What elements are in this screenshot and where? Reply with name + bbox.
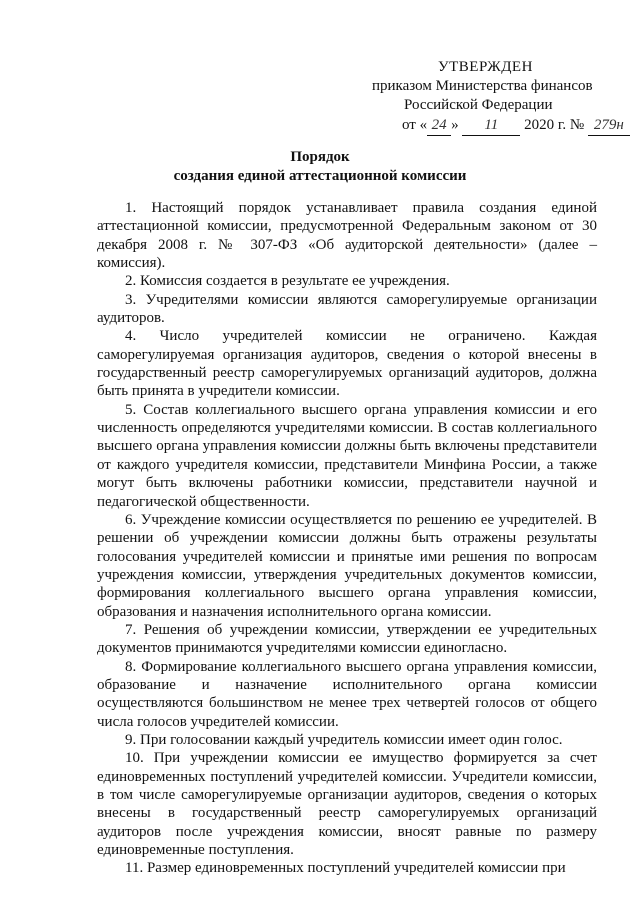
paragraph-10: 10. При учреждении комиссии ее имущество формируется за счет единовременных поступлений учредителей комиссии. Учредители комиссии, в том числе саморегулируемые организации аудиторов, сведения о которых внесены в государственный реестр саморегулируемых организаций аудиторов после учреждения комиссии, вносят равные по размеру единовременные поступления. xyxy=(97,750,597,859)
paragraph-4: 4. Число учредителей комиссии не ограничено. Каждая саморегулируемая организация аудиторов, сведения о которой внесены в государственный реестр саморегулируемых организаций аудиторов, должна быть принята в учредители комиссии. xyxy=(97,328,597,400)
document-body xyxy=(97,199,597,877)
paragraph-2: 2. Комиссия создается в результате ее учреждения. xyxy=(125,273,450,290)
paragraph-5: 5. Состав коллегиального высшего органа управления комиссии и его численность определяются учредителями комиссии. В состав коллегиального высшего органа управления комиссии должны быть включены представители от каждого учредителя комиссии, представители Минфина России, а также могут быть включены работники комиссии, представители научной и педагогической общественности. xyxy=(97,401,597,510)
approval-line-country: Российской Федерации xyxy=(404,97,553,113)
paragraph-7: 7. Решения об учреждении комиссии, утверждении ее учредительных документов принимаются учредителями комиссии единогласно. xyxy=(97,621,597,657)
date-year: 2020 г. № xyxy=(524,117,585,133)
paragraph-8: 8. Формирование коллегиального высшего органа управления комиссии, образование и назначение исполнительного органа комиссии осуществляются большинством не менее трех четвертей голосов от общего числа голосов учредителей комиссии. xyxy=(97,658,597,730)
paragraph-1: 1. Настоящий порядок устанавливает правила создания единой аттестационной комиссии, предусмотренной Федеральным законом от 30 декабря 2008 г. № 307-ФЗ «Об аудиторской деятельности» (далее – комиссия). xyxy=(97,200,597,272)
document-title: Порядок xyxy=(290,149,350,165)
order-number: 279н xyxy=(588,116,630,136)
date-mid: » xyxy=(451,117,459,133)
approval-date-line xyxy=(402,116,630,136)
date-month: 11 xyxy=(462,116,520,136)
paragraph-9: 9. При голосовании каждый учредитель комиссии имеет один голос. xyxy=(125,731,563,748)
paragraph-11: 11. Размер единовременных поступлений учредителей комиссии при xyxy=(125,860,566,877)
paragraph-3: 3. Учредителями комиссии являются саморегулируемые организации аудиторов. xyxy=(97,291,597,327)
paragraph-6: 6. Учреждение комиссии осуществляется по решению ее учредителей. В решении об учреждении комиссии должны быть отражены результаты голосования учредителей комиссии и принятые ими решения по вопросам учреждения комиссии, утверждения учредительных документов комиссии, формирования коллегиального высшего органа управления комиссии, образования и назначения исполнительного органа комиссии. xyxy=(97,511,597,620)
date-prefix: от « xyxy=(402,117,428,133)
document-subtitle: создания единой аттестационной комиссии xyxy=(173,168,467,184)
approval-line-ministry: приказом Министерства финансов xyxy=(372,78,593,94)
date-day: 24 xyxy=(427,116,451,136)
approval-title: УТВЕРЖДЕН xyxy=(438,59,533,75)
